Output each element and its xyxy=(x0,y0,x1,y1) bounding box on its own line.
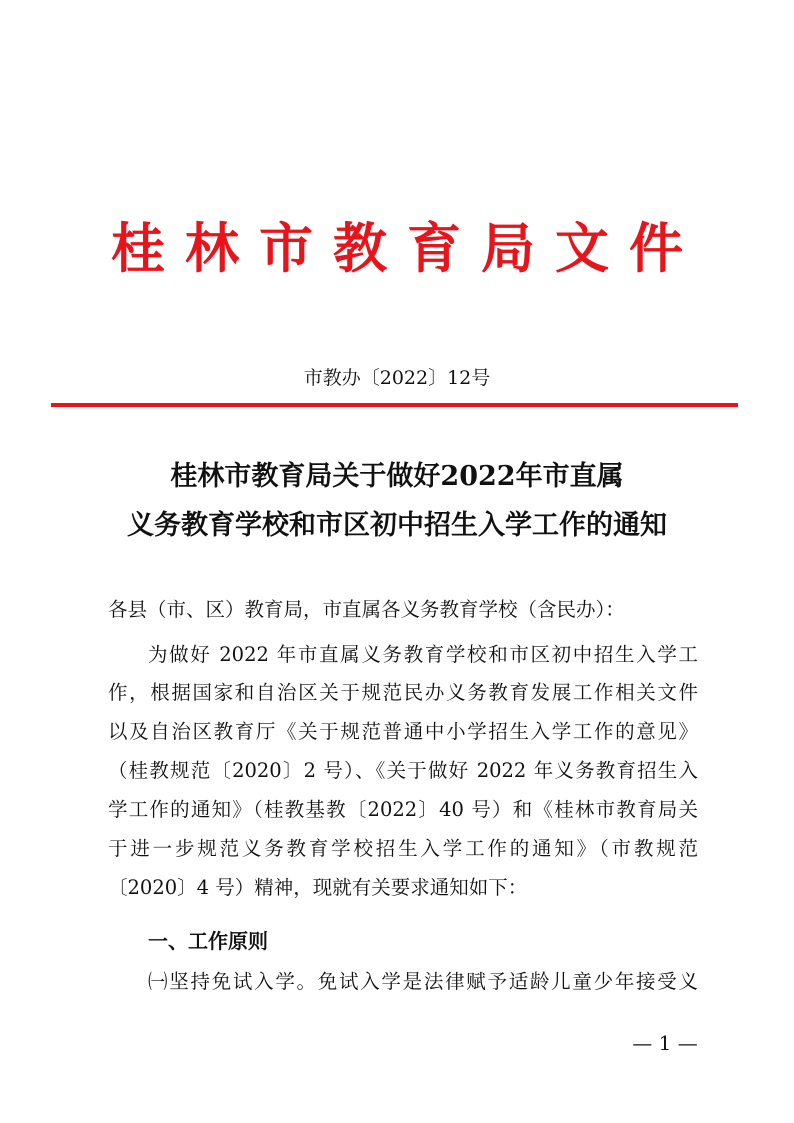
red-separator-line xyxy=(51,403,738,407)
section-heading: 一、工作原则 xyxy=(148,929,268,953)
salutation: 各县（市、区）教育局，市直属各义务教育学校（含民办）： xyxy=(108,598,625,621)
document-number: 市教办〔2022〕12号 xyxy=(303,367,491,389)
document-masthead: 桂林市教育局文件 xyxy=(111,217,703,280)
paragraph-line: 为做好 2022 年市直属义务教育学校和市区初中招生入学工 xyxy=(148,643,698,666)
paragraph-line: 作，根据国家和自治区关于规范民办义务教育发展工作相关文件 xyxy=(108,681,698,704)
paragraph-line: 以及自治区教育厅《关于规范普通中小学招生入学工作的意见》 xyxy=(108,720,698,743)
page-number: — 1 — xyxy=(632,1031,698,1055)
paragraph-line: 〔2020〕4 号）精神，现就有关要求通知如下： xyxy=(108,876,528,899)
document-title-line-1: 桂林市教育局关于做好2022年市直属 xyxy=(170,461,624,492)
paragraph-line: 学工作的通知》（桂教基教〔2022〕40 号）和《桂林市教育局关 xyxy=(108,798,698,821)
paragraph-line: 于进一步规范义务教育学校招生入学工作的通知》（市教规范 xyxy=(108,837,698,860)
list-item-line: ㈠坚持免试入学。免试入学是法律赋予适龄儿童少年接受义 xyxy=(148,970,698,993)
document-title-line-2: 义务教育学校和市区初中招生入学工作的通知 xyxy=(127,510,667,541)
paragraph-line: （桂教规范〔2020〕2 号）、《关于做好 2022 年义务教育招生入 xyxy=(108,759,698,782)
